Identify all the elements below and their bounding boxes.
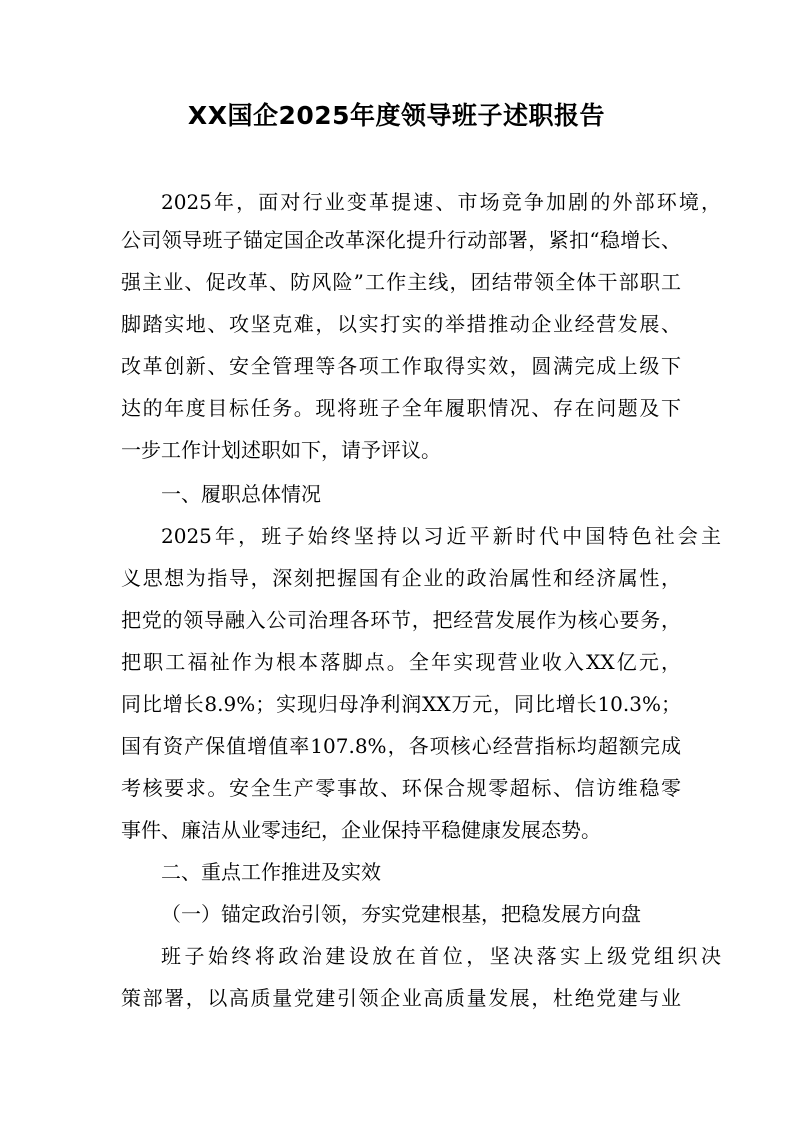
paragraph-line: 把职工福祉作为根本落脚点。全年实现营业收入XX亿元， [121, 650, 681, 674]
paragraph-line: 班子始终将政治建设放在首位，坚决落实上级党组织决 [161, 944, 721, 968]
paragraph-line: 改革创新、安全管理等各项工作取得实效，圆满完成上级下 [121, 354, 681, 378]
paragraph-line: 达的年度目标任务。现将班子全年履职情况、存在问题及下 [121, 396, 681, 420]
subsection-heading: （一）锚定政治引领，夯实党建根基，把稳发展方向盘 [161, 902, 641, 926]
paragraph-line: 一步工作计划述职如下，请予评议。 [121, 438, 441, 462]
paragraph-line: 2025年，班子始终坚持以习近平新时代中国特色社会主 [161, 524, 721, 548]
paragraph-line: 国有资产保值增值率107.8%，各项核心经营指标均超额完成 [121, 734, 681, 758]
paragraph-line: 策部署，以高质量党建引领企业高质量发展，杜绝党建与业 [121, 986, 681, 1010]
paragraph-line: 把党的领导融入公司治理各环节，把经营发展作为核心要务， [121, 608, 681, 632]
section-heading: 二、重点工作推进及实效 [161, 860, 381, 884]
paragraph-line: 同比增长8.9%；实现归母净利润XX万元，同比增长10.3%； [121, 692, 681, 716]
paragraph-line: 义思想为指导，深刻把握国有企业的政治属性和经济属性， [121, 566, 681, 590]
paragraph-line: 考核要求。安全生产零事故、环保合规零超标、信访维稳零 [121, 776, 681, 800]
paragraph-line: 公司领导班子锚定国企改革深化提升行动部署，紧扣“稳增长、 [121, 228, 681, 252]
paragraph-line: 强主业、促改革、防风险”工作主线，团结带领全体干部职工 [121, 270, 681, 294]
document-title: XX国企2025年度领导班子述职报告 [187, 101, 606, 130]
section-heading: 一、履职总体情况 [161, 482, 321, 506]
paragraph-line: 事件、廉洁从业零违纪，企业保持平稳健康发展态势。 [121, 818, 601, 842]
paragraph-line: 2025年，面对行业变革提速、市场竞争加剧的外部环境， [161, 190, 721, 214]
paragraph-line: 脚踏实地、攻坚克难，以实打实的举措推动企业经营发展、 [121, 312, 681, 336]
